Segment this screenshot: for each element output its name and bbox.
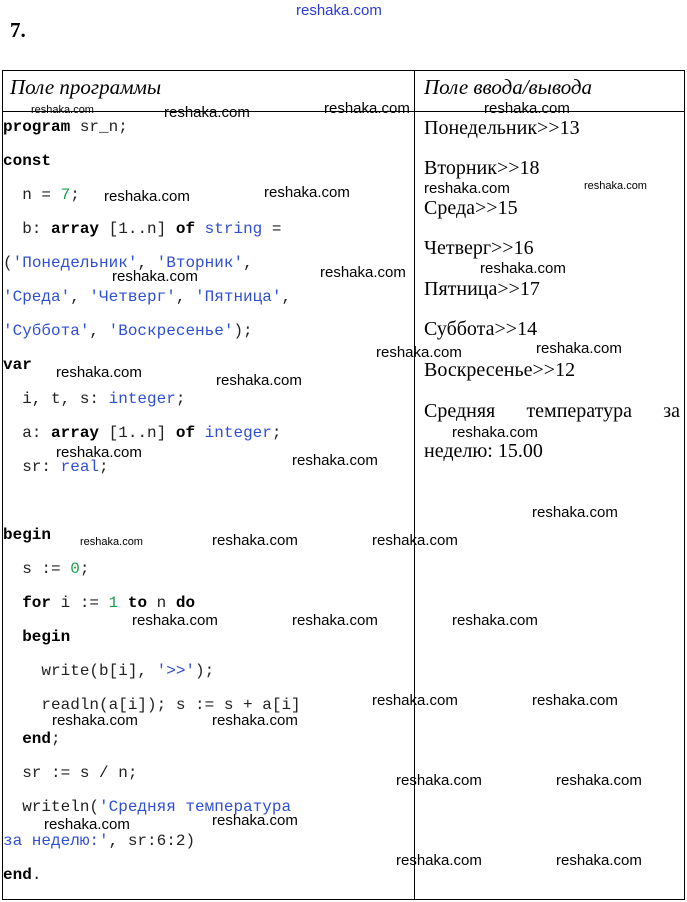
watermark: reshaka.com xyxy=(212,812,298,829)
code-text: ; xyxy=(70,186,80,204)
code-text: . xyxy=(31,866,42,884)
code-line xyxy=(3,525,51,545)
watermark: reshaka.com xyxy=(372,532,458,549)
keyword: program xyxy=(3,118,71,136)
code-line xyxy=(3,593,195,613)
code-line xyxy=(3,151,51,171)
code-text: , xyxy=(137,254,157,272)
code-text xyxy=(3,628,22,646)
watermark: reshaka.com xyxy=(216,372,302,389)
code-text: i, t, s: xyxy=(3,390,109,408)
watermark: reshaka.com xyxy=(264,184,350,201)
string-literal: 'Среда' xyxy=(3,288,71,306)
code-line xyxy=(3,627,70,647)
code-text: n xyxy=(147,594,176,612)
code-text: write(b[i], xyxy=(3,662,157,680)
watermark: reshaka.com xyxy=(372,692,458,709)
string-literal: 'Четверг' xyxy=(89,288,176,306)
code-text xyxy=(118,594,128,612)
watermark: reshaka.com xyxy=(212,532,298,549)
code-text: , xyxy=(70,288,90,306)
keyword: do xyxy=(175,594,196,612)
watermark: reshaka.com xyxy=(164,104,250,121)
code-text: sr_n; xyxy=(70,118,128,136)
code-line xyxy=(3,287,291,307)
watermark: reshaka.com xyxy=(292,452,378,469)
code-line xyxy=(3,865,41,885)
keyword: var xyxy=(3,356,32,374)
code-text xyxy=(195,424,205,442)
string-literal: 'Воскресенье' xyxy=(108,322,234,340)
keyword: to xyxy=(127,594,148,612)
watermark: reshaka.com xyxy=(396,772,482,789)
code-text xyxy=(3,730,22,748)
code-line xyxy=(3,185,80,205)
keyword: begin xyxy=(22,628,71,646)
code-text: = xyxy=(262,220,282,238)
watermark: reshaka.com xyxy=(584,180,647,192)
string-literal: за неделю:' xyxy=(3,832,109,850)
keyword: for xyxy=(22,594,52,612)
code-text: , xyxy=(175,288,196,306)
code-text: ; xyxy=(51,730,61,748)
watermark: reshaka.com xyxy=(132,612,218,629)
watermark: reshaka.com xyxy=(292,612,378,629)
code-text: [1..n] xyxy=(99,220,176,238)
io-line: Воскресенье>>12 xyxy=(424,359,576,381)
code-line xyxy=(3,321,253,341)
program-field-header: Поле программы xyxy=(10,75,162,99)
keyword: end xyxy=(22,730,52,748)
watermark: reshaka.com xyxy=(320,264,406,281)
keyword: array xyxy=(51,220,100,238)
code-text: ( xyxy=(3,254,13,272)
code-text: ; xyxy=(175,390,186,408)
watermark: reshaka.com xyxy=(324,100,410,117)
code-text: , sr:6:2) xyxy=(108,832,196,850)
watermark: reshaka.com xyxy=(532,692,618,709)
watermark: reshaka.com xyxy=(396,852,482,869)
string-literal: 'Пятница' xyxy=(195,288,282,306)
code-text: n = xyxy=(3,186,61,204)
watermark: reshaka.com xyxy=(80,536,143,548)
number-literal: 1 xyxy=(108,594,119,612)
code-text xyxy=(3,594,22,612)
code-text: ); xyxy=(233,322,253,340)
keyword: of xyxy=(175,424,196,442)
task-number: 7. xyxy=(10,18,26,42)
keyword: end xyxy=(3,866,32,884)
watermark: reshaka.com xyxy=(556,772,642,789)
type-name: string xyxy=(204,220,263,238)
type-name: integer xyxy=(204,424,272,442)
string-literal: 'Суббота' xyxy=(3,322,90,340)
code-text: sr := s / n; xyxy=(3,764,138,782)
code-text: ); xyxy=(195,662,215,680)
code-text: readln(a[i]); s := s + a[i] xyxy=(3,696,301,714)
number-literal: 7 xyxy=(60,186,71,204)
io-line: Пятница>>17 xyxy=(424,278,540,300)
io-line: Понедельник>>13 xyxy=(424,117,580,139)
code-text: ; xyxy=(271,424,282,442)
code-line xyxy=(3,423,281,443)
number-literal: 0 xyxy=(70,560,80,578)
site-watermark-header: reshaka.com xyxy=(296,2,382,19)
keyword: of xyxy=(175,220,196,238)
watermark: reshaka.com xyxy=(484,100,570,117)
io-line: Четверг>>16 xyxy=(424,237,534,259)
code-line xyxy=(3,729,61,749)
code-line xyxy=(3,389,185,409)
string-literal: 'Вторник' xyxy=(156,254,244,272)
watermark: reshaka.com xyxy=(536,340,622,357)
code-text: a: xyxy=(3,424,52,442)
string-literal: 'Средняя температура xyxy=(99,798,292,816)
code-text: s := xyxy=(3,560,71,578)
io-line: Вторник>>18 xyxy=(424,157,540,179)
watermark: reshaka.com xyxy=(104,188,190,205)
watermark: reshaka.com xyxy=(112,268,198,285)
code-line xyxy=(3,355,32,375)
watermark: reshaka.com xyxy=(212,712,298,729)
code-line xyxy=(3,763,137,783)
code-text: i := xyxy=(51,594,109,612)
watermark: reshaka.com xyxy=(44,816,130,833)
code-line xyxy=(3,559,89,579)
io-average-line: Средняя температура за неделю: 15.00 xyxy=(424,400,680,462)
code-text: ; xyxy=(79,560,90,578)
keyword: begin xyxy=(3,526,52,544)
type-name: real xyxy=(60,458,100,476)
code-line xyxy=(3,831,195,851)
code-text: sr: xyxy=(3,458,61,476)
watermark: reshaka.com xyxy=(424,180,510,197)
watermark: reshaka.com xyxy=(452,612,538,629)
keyword: array xyxy=(51,424,100,442)
io-line: Суббота>>14 xyxy=(424,318,538,340)
io-line: Среда>>15 xyxy=(424,197,518,219)
io-field-header: Поле ввода/вывода xyxy=(424,75,593,99)
type-name: integer xyxy=(108,390,176,408)
code-text: writeln( xyxy=(3,798,100,816)
keyword: const xyxy=(3,152,52,170)
watermark: reshaka.com xyxy=(56,364,142,381)
code-line xyxy=(3,661,214,681)
watermark: reshaka.com xyxy=(452,424,538,441)
code-line xyxy=(3,219,281,239)
code-text: [1..n] xyxy=(99,424,176,442)
watermark: reshaka.com xyxy=(532,504,618,521)
code-text: , xyxy=(89,322,109,340)
code-text: , xyxy=(281,288,292,306)
watermark: reshaka.com xyxy=(556,852,642,869)
string-literal: 'Понедельник' xyxy=(12,254,138,272)
code-text: , xyxy=(243,254,253,272)
code-text: b: xyxy=(3,220,52,238)
watermark: reshaka.com xyxy=(56,444,142,461)
watermark: reshaka.com xyxy=(52,712,138,729)
watermark: reshaka.com xyxy=(480,260,566,277)
code-text: ; xyxy=(99,458,109,476)
watermark: reshaka.com xyxy=(31,104,94,116)
code-text xyxy=(195,220,205,238)
watermark: reshaka.com xyxy=(376,344,462,361)
code-line xyxy=(3,117,128,137)
string-literal: '>>' xyxy=(156,662,196,680)
